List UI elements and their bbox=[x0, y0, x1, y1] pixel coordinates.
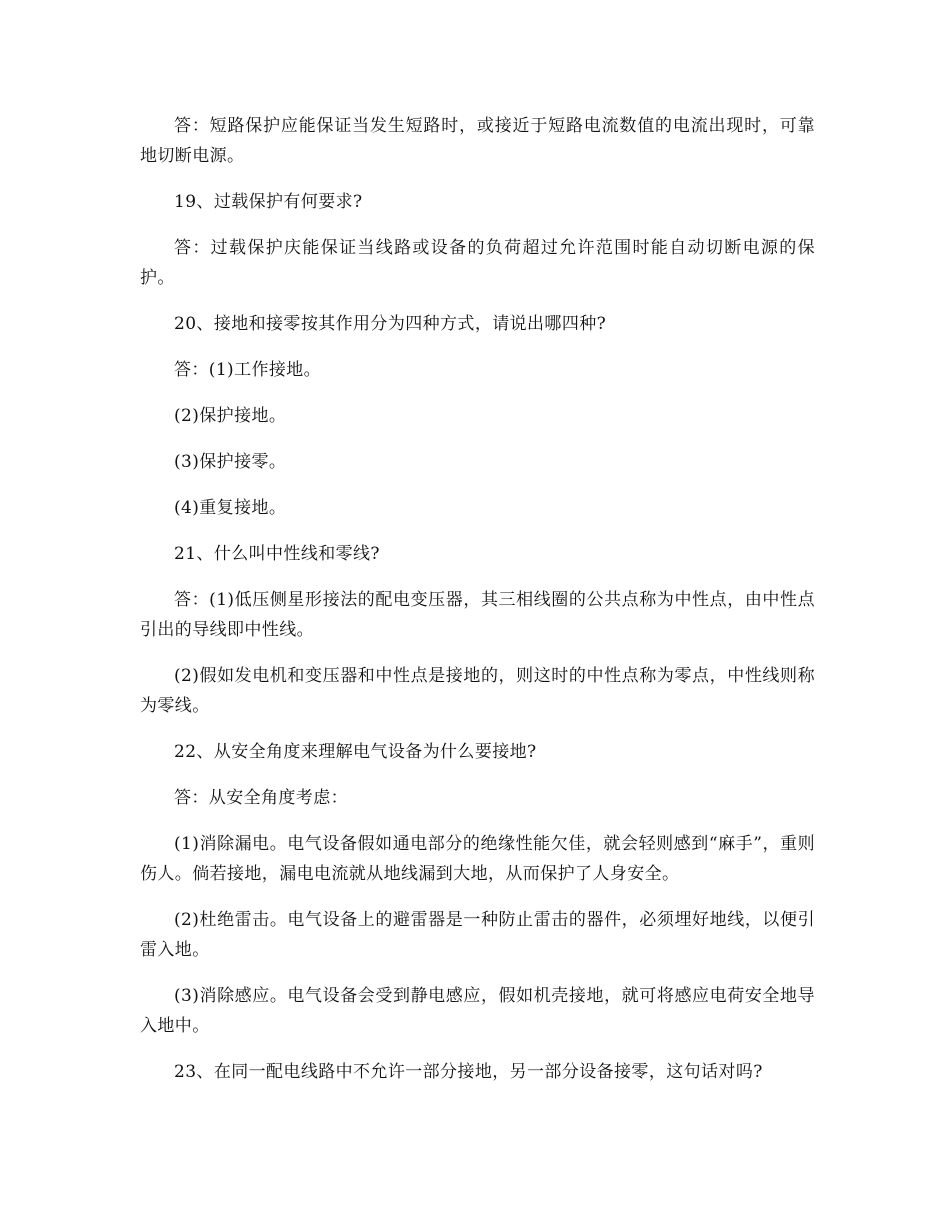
answer-paragraph: 答：过载保护庆能保证当线路或设备的负荷超过允许范围时能自动切断电源的保护。 bbox=[140, 238, 815, 288]
answer-item: (3)消除感应。电气设备会受到静电感应，假如机壳接地，就可将感应电荷安全地导入地中。 bbox=[140, 986, 815, 1036]
question-21: 21、什么叫中性线和零线? bbox=[174, 544, 380, 564]
question-20: 20、接地和接零按其作用分为四种方式，请说出哪四种? bbox=[174, 314, 607, 334]
answer-item: (4)重复接地。 bbox=[174, 498, 287, 518]
answer-paragraph: 答：从安全角度考虑： bbox=[174, 788, 348, 808]
question-23: 23、在同一配电线路中不允许一部分接地，另一部分设备接零，这句话对吗? bbox=[174, 1062, 763, 1082]
answer-item: (2)杜绝雷击。电气设备上的避雷器是一种防止雷击的器件，必须埋好地线，以便引雷入地。 bbox=[140, 910, 815, 960]
answer-item: (1)消除漏电。电气设备假如通电部分的绝缘性能欠佳，就会轻则感到“麻手”，重则伤人。倘若接地，漏电电流就从地线漏到大地，从而保护了人身安全。 bbox=[140, 834, 815, 884]
answer-paragraph: (2)假如发电机和变压器和中性点是接地的，则这时的中性点称为零点，中性线则称为零线。 bbox=[140, 666, 815, 716]
answer-item: 答：(1)工作接地。 bbox=[174, 360, 322, 380]
answer-item: (3)保护接零。 bbox=[174, 452, 287, 472]
answer-paragraph: 答：(1)低压侧星形接法的配电变压器，其三相线圈的公共点称为中性点，由中性点引出的导线即中性线。 bbox=[140, 590, 815, 640]
answer-item: (2)保护接地。 bbox=[174, 406, 287, 426]
answer-paragraph: 答：短路保护应能保证当发生短路时，或接近于短路电流数值的电流出现时，可靠地切断电源。 bbox=[140, 116, 815, 166]
document-body bbox=[140, 111, 815, 1103]
question-22: 22、从安全角度来理解电气设备为什么要接地? bbox=[174, 742, 537, 762]
question-19: 19、过载保护有何要求? bbox=[174, 192, 363, 212]
